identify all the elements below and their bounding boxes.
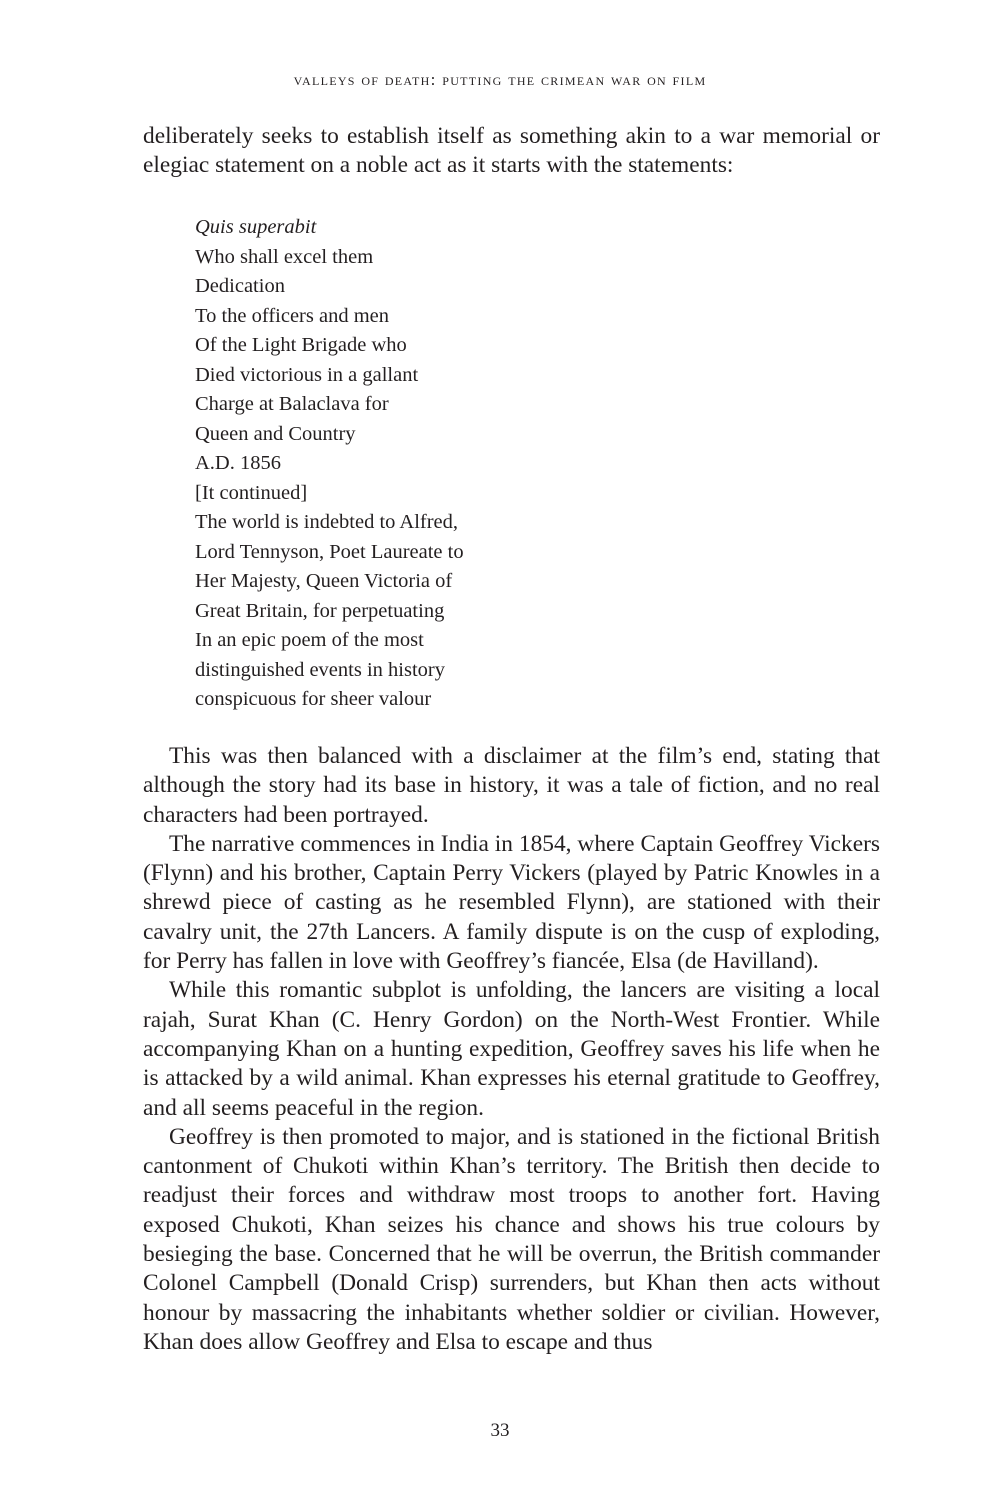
block-quotation xyxy=(195,213,464,715)
intro-paragraph: deliberately seeks to establish itself as something akin to a war memorial or elegiac statement on a noble act as it starts with the statements: xyxy=(143,123,880,179)
paragraph-narrative: The narrative commences in India in 1854, where Captain Geoffrey Vickers (Flynn) and his brother, Captain Perry Vickers (played by Patric Knowles in a shrewd piece of casting as he resembled Flynn), are stationed with their cavalry unit, the 27th Lancers. A family dispute is on the cusp of exploding, for Perry has fallen in love with Geoffrey’s fiancée, Elsa (de Havilland). xyxy=(143,830,880,975)
main-text-block xyxy=(143,742,880,1357)
quote-line: Her Majesty, Queen Victoria of xyxy=(195,570,453,592)
quote-line: To the officers and men xyxy=(195,304,390,327)
paragraph-disclaimer: This was then balanced with a disclaimer at the film’s end, stating that although the story had its base in history, it was a tale of fiction, and no real characters had been portrayed. xyxy=(143,743,880,828)
paragraph-subplot: While this romantic subplot is unfolding, the lancers are visiting a local rajah, Surat Khan (C. Henry Gordon) on the North-West Frontier. While accompanying Khan on a hunting expedition, Geoffrey saves his life when he is attacked by a wild animal. Khan expresses his eternal gratitude to Geoffrey, and all seems peaceful in the region. xyxy=(143,977,880,1121)
intro-text-block xyxy=(143,122,880,181)
quote-line: distinguished events in history xyxy=(195,658,445,681)
page-number: 33 xyxy=(490,1420,510,1441)
quote-line: Lord Tennyson, Poet Laureate to xyxy=(195,540,464,563)
quote-line: Great Britain, for perpetuating xyxy=(195,599,445,622)
quote-line: conspicuous for sheer valour xyxy=(195,688,432,710)
quote-line: Of the Light Brigade who xyxy=(195,334,407,356)
running-head: valleys of death: putting the crimean war on film xyxy=(293,70,707,89)
quote-line: A.D. 1856 xyxy=(195,452,281,474)
quote-line: Who shall excel them xyxy=(195,245,374,268)
quote-line: [It continued] xyxy=(195,481,308,504)
quote-line-latin: Quis superabit xyxy=(195,216,317,238)
quote-line: Queen and Country xyxy=(195,422,356,445)
quote-line: Charge at Balaclava for xyxy=(195,393,389,415)
paragraph-promotion: Geoffrey is then promoted to major, and is stationed in the fictional British cantonment of Chukoti within Khan’s territory. The British then decide to readjust their forces and withdraw most troops to another fort. Having exposed Chukoti, Khan seizes his chance and shows his true colours by besieging the base. Concerned that he will be overrun, the British commander Colonel Campbell (Donald Crisp) surrenders, but Khan then acts without honour by massacring the inhabitants whether soldier or civilian. However, Khan does allow Geoffrey and Elsa to escape and thus xyxy=(143,1123,880,1355)
quote-line: Dedication xyxy=(195,275,285,297)
quote-line: The world is indebted to Alfred, xyxy=(195,511,459,533)
quote-line: In an epic poem of the most xyxy=(195,629,424,651)
quote-line: Died victorious in a gallant xyxy=(195,363,419,386)
